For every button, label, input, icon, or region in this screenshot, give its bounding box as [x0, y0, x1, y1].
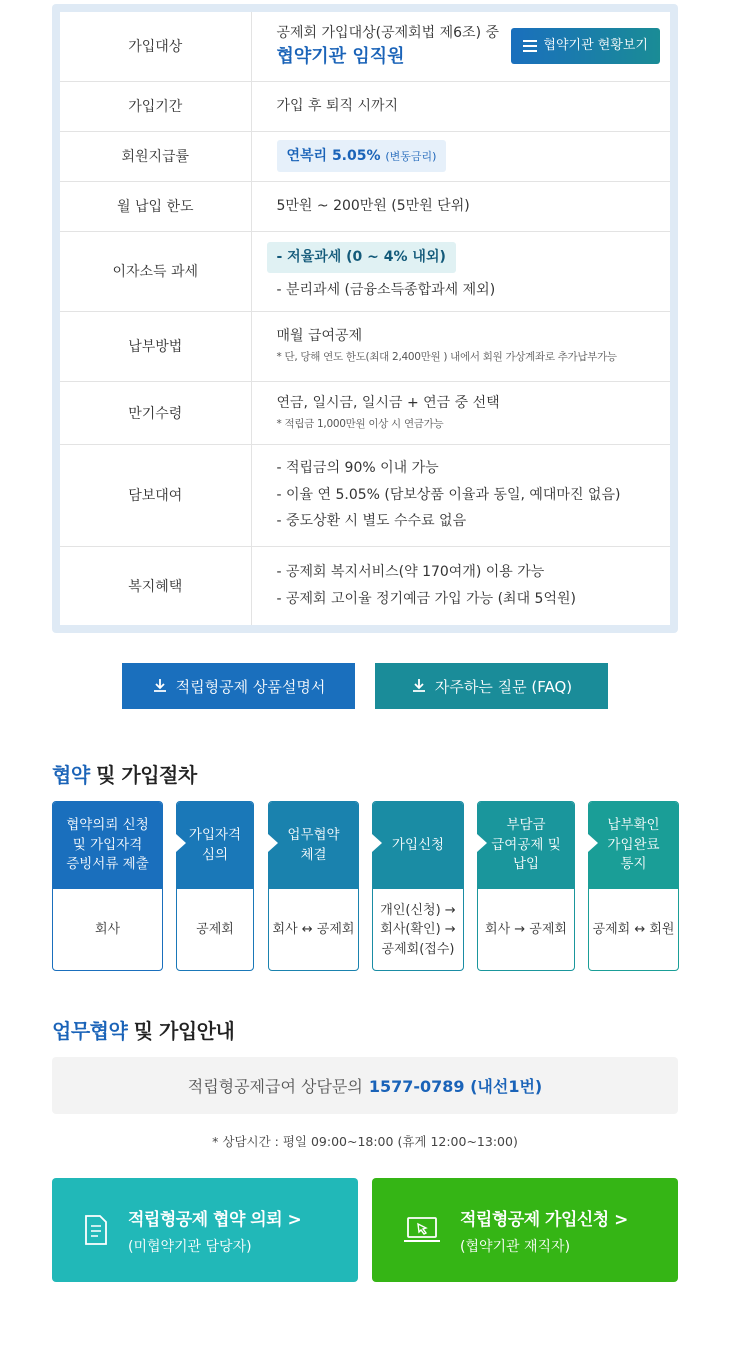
phone-number[interactable]: 1577-0789 (내선1번): [368, 1077, 543, 1096]
laptop-icon: [402, 1215, 442, 1245]
row-value: - 중도상환 시 별도 수수료 없음: [276, 513, 467, 530]
agreement-request-title: 적립형공제 협약 의뢰 >: [128, 1209, 302, 1230]
step-arrow-icon: [477, 834, 487, 852]
procedure-heading-highlight: 협약: [52, 763, 90, 787]
step-arrow-icon: [372, 834, 382, 852]
table-row: [60, 311, 670, 381]
table-row: [60, 546, 670, 625]
procedure-step: [52, 801, 163, 971]
low-tax-badge: - 저율과세 (0 ~ 4% 내외): [267, 242, 456, 273]
document-icon: [82, 1214, 110, 1246]
row-label: 월 납입 한도: [60, 181, 251, 231]
procedure-step-actor: 회사 ↔ 공제회: [272, 922, 355, 938]
row-value: 가입 후 퇴직 시까지: [251, 81, 670, 131]
step-arrow-icon: [176, 834, 186, 852]
procedure-step: [176, 801, 254, 971]
procedure-step-title: 업무협약 체결: [269, 802, 358, 889]
contact-box: [52, 1057, 678, 1114]
procedure-heading: [52, 759, 197, 788]
download-icon: [411, 678, 427, 694]
guide-heading-highlight: 업무협약: [52, 1019, 128, 1043]
product-info-table-wrapper: [52, 4, 678, 633]
table-row: [60, 444, 670, 546]
procedure-step-title: 가입신청: [373, 802, 463, 889]
procedure-step-title: 납부확인 가입완료 통지: [589, 802, 678, 889]
step-arrow-icon: [268, 834, 278, 852]
row-label: 만기수령: [60, 381, 251, 444]
table-row: [60, 131, 670, 181]
apply-title: 적립형공제 가입신청 >: [460, 1209, 628, 1230]
procedure-step-actor: 개인(신청) → 회사(확인) → 공제회(접수): [380, 902, 456, 957]
guide-heading-rest: 및 가입안내: [127, 1019, 235, 1043]
row-label: 가입기간: [60, 81, 251, 131]
eligibility-highlight: 협약기관 임직원: [276, 45, 405, 67]
row-label: 복지혜택: [60, 546, 251, 625]
row-value: 연금, 일시금, 일시금 + 연금 중 선택: [276, 394, 500, 411]
rate-badge: [277, 140, 447, 173]
procedure-step: [477, 801, 575, 971]
procedure-step: [588, 801, 679, 971]
row-value: - 공제회 고이율 정기예금 가입 가능 (최대 5억원): [276, 590, 576, 607]
download-icon: [152, 678, 168, 694]
table-row: [60, 181, 670, 231]
apply-button[interactable]: [372, 1178, 678, 1282]
procedure-step-title: 가입자격 심의: [177, 802, 253, 889]
row-label: 납부방법: [60, 311, 251, 381]
agency-status-label: 협약기관 현황보기: [543, 38, 648, 54]
rate-note: (변동금리): [385, 149, 437, 163]
row-value: 5만원 ~ 200만원 (5만원 단위): [251, 181, 670, 231]
rate-value: 연복리 5.05%: [286, 147, 381, 164]
guide-heading: [52, 1015, 234, 1044]
table-row: [60, 12, 670, 81]
row-note: * 단, 당해 연도 한도(최대 2,400만원 ) 내에서 회원 가상계좌로 추가납부가능: [276, 351, 617, 364]
procedure-step: [372, 801, 464, 971]
procedure-step-actor: 공제회: [196, 922, 234, 938]
agreement-request-sub: (미협약기관 담당자): [128, 1238, 252, 1255]
step-arrow-icon: [588, 834, 598, 852]
product-manual-download-button[interactable]: [122, 663, 355, 709]
procedure-step-title: 부담금 급여공제 및 납입: [478, 802, 574, 889]
row-label: 이자소득 과세: [60, 231, 251, 311]
row-value: 매월 급여공제: [276, 328, 363, 345]
procedure-step-actor: 회사 → 공제회: [485, 922, 567, 938]
table-row: [60, 81, 670, 131]
agreement-request-button[interactable]: [52, 1178, 358, 1282]
apply-sub: (협약기관 재직자): [460, 1238, 571, 1255]
procedure-step: [268, 801, 359, 971]
procedure-step-title: 협약의뢰 신청 및 가입자격 증빙서류 제출: [53, 802, 162, 889]
product-manual-label: 적립형공제 상품설명서: [175, 677, 326, 696]
faq-download-button[interactable]: [375, 663, 608, 709]
product-info-table: [60, 12, 670, 625]
procedure-step-actor: 회사: [94, 922, 121, 938]
row-label: 담보대여: [60, 444, 251, 546]
row-label: 가입대상: [60, 12, 251, 81]
procedure-step-actor: 공제회 ↔ 회원: [592, 922, 675, 938]
procedure-heading-rest: 및 가입절차: [89, 763, 197, 787]
list-icon: [523, 40, 537, 52]
table-row: [60, 381, 670, 444]
faq-label: 자주하는 질문 (FAQ): [434, 677, 573, 696]
consult-hours: * 상담시간 : 평일 09:00~18:00 (휴게 12:00~13:00): [212, 1134, 518, 1149]
row-label: 회원지급률: [60, 131, 251, 181]
table-row: [60, 231, 670, 311]
row-value: - 분리과세 (금융소득종합과세 제외): [276, 282, 496, 298]
row-value: - 이율 연 5.05% (담보상품 이율과 동일, 예대마진 없음): [276, 486, 621, 503]
row-value: - 적립금의 90% 이내 가능: [276, 460, 439, 477]
contact-text: 적립형공제급여 상담문의: [187, 1077, 363, 1096]
row-note: * 적립금 1,000만원 이상 시 연금가능: [276, 417, 444, 430]
row-value: - 공제회 복지서비스(약 170여개) 이용 가능: [276, 564, 545, 581]
eligibility-text: 공제회 가입대상(공제회법 제6조) 중: [276, 24, 500, 41]
agency-status-button[interactable]: [511, 28, 660, 64]
